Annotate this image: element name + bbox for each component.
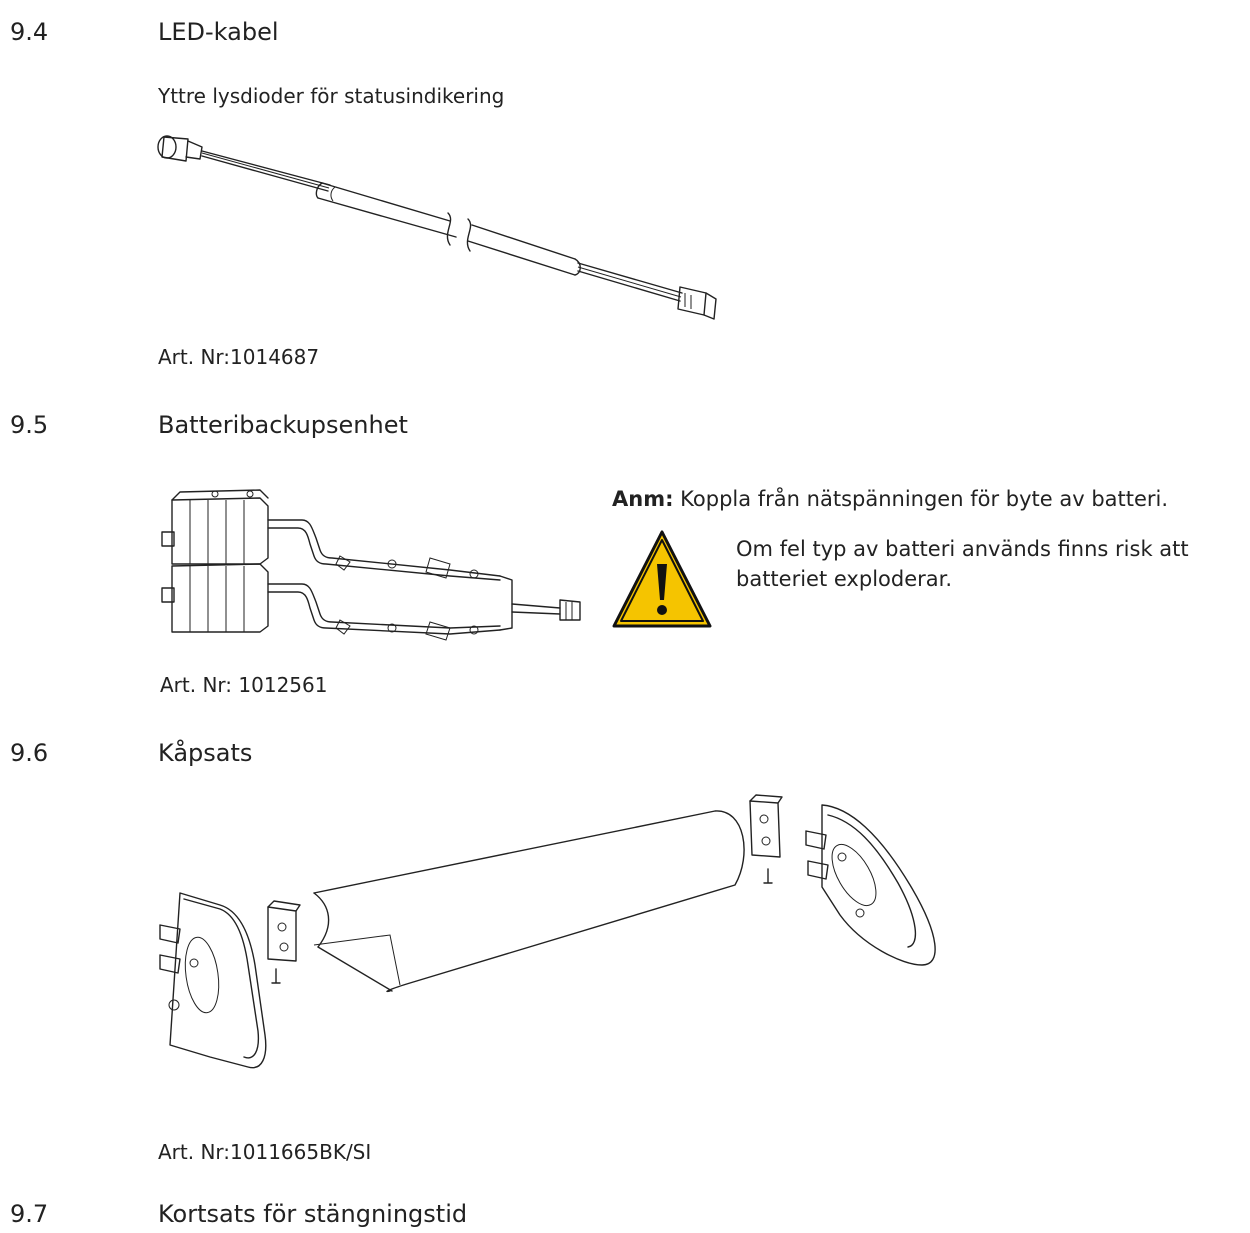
warning-line-2: batteriet exploderar.	[736, 567, 953, 591]
battery-pack-illustration	[160, 480, 595, 645]
warning-triangle-icon	[610, 528, 714, 632]
section-number: 9.6	[10, 739, 49, 767]
section-title: LED-kabel	[158, 18, 279, 46]
warning-line-1: Om fel typ av batteri används finns risk att	[736, 537, 1189, 561]
section-number: 9.5	[10, 411, 49, 439]
section-number: 9.7	[10, 1200, 49, 1228]
section-number: 9.4	[10, 18, 49, 46]
note-line	[612, 484, 1168, 514]
section-title: Batteribackupsenhet	[158, 411, 408, 439]
section-subtitle: Yttre lysdioder för statusindikering	[158, 84, 505, 108]
note-text: Koppla från nätspänningen för byte av batteri.	[680, 487, 1169, 511]
section-title: Kåpsats	[158, 739, 253, 767]
article-number: Art. Nr:1011665BK/SI	[158, 1140, 372, 1164]
article-number: Art. Nr: 1012561	[160, 673, 328, 697]
article-number: Art. Nr:1014687	[158, 345, 320, 369]
note-label: Anm:	[612, 487, 674, 511]
cover-kit-illustration	[150, 795, 950, 1075]
led-cable-illustration	[150, 125, 730, 325]
section-title: Kortsats för stängningstid	[158, 1200, 468, 1228]
